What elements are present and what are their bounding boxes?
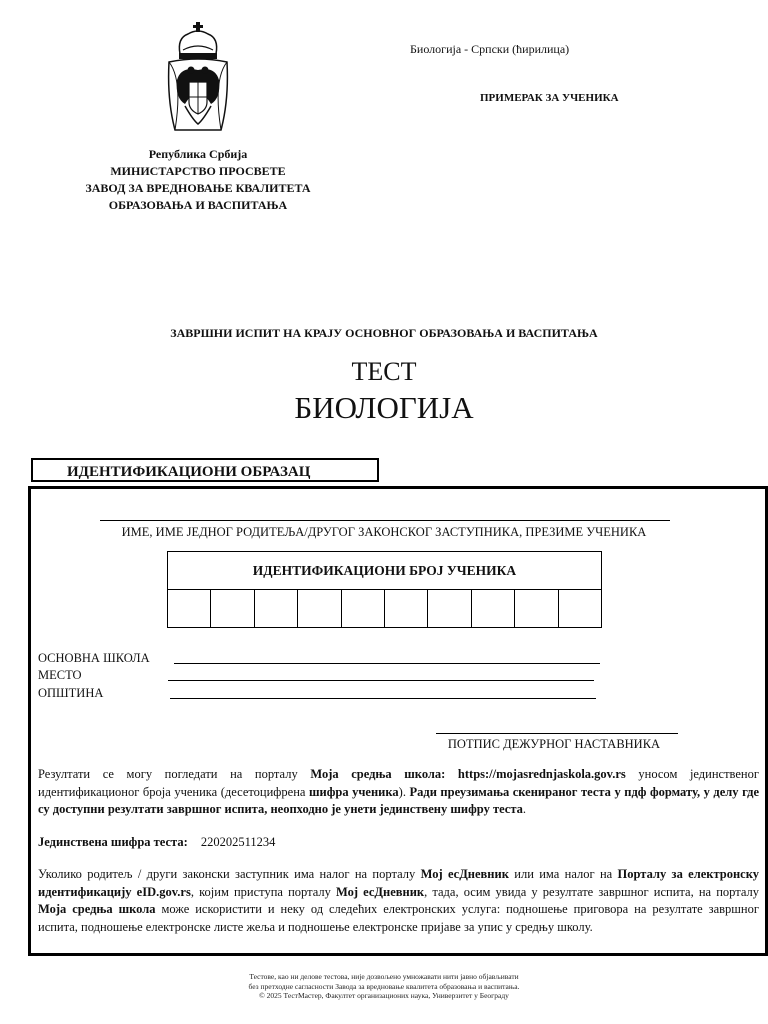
footer-line: © 2025 ТестМастер, Факултет организационих наука, Универзитет у Београду	[259, 991, 509, 1000]
test-code-value: 220202511234	[200, 835, 276, 849]
institution-line: Република Србија	[148, 147, 248, 161]
footer-line: Тестове, као ни делове тестова, није дозвољено умножавати нити јавно објављивати	[249, 972, 519, 981]
text-run: , тада, осим увида у резултате завршног испита, на порталу	[424, 884, 759, 899]
student-id-digit-cell[interactable]	[515, 590, 558, 627]
text-run: , којим приступа порталу	[190, 884, 336, 899]
student-id-digit-cell[interactable]	[211, 590, 254, 627]
student-id-digit-cell[interactable]	[385, 590, 428, 627]
signature-input-line[interactable]	[436, 733, 678, 734]
place-label: МЕСТО	[38, 668, 82, 682]
student-id-title: ИДЕНТИФИКАЦИОНИ БРОЈ УЧЕНИКА	[168, 552, 601, 590]
text-run-bold: Ради преузимања скенираног теста у пдф формату, у делу где су доступни резултати завршног испита, неопходно је унети јединствену шифру теста	[38, 784, 760, 816]
copy-label: ПРИМЕРАК ЗА УЧЕНИКА	[480, 92, 619, 104]
text-run-bold: Порталу за електронску идентификацију eID.gov.rs	[38, 867, 760, 899]
test-code-label: Јединствена шифра теста:	[38, 835, 188, 849]
name-caption: ИМЕ, ИМЕ ЈЕДНОГ РОДИТЕЉА/ДРУГОГ ЗАКОНСКОГ ЗАСТУПНИКА, ПРЕЗИМЕ УЧЕНИКА	[121, 525, 647, 539]
test-label: ТЕСТ	[351, 357, 417, 386]
student-id-digit-cell[interactable]	[168, 590, 211, 627]
signature-caption: ПОТПИС ДЕЖУРНОГ НАСТАВНИКА	[447, 737, 661, 751]
text-run: може искористити и неку од следећих електронских услуга: подношење приговора на резултате завршног испита, подношење електронске листе жеља и подношење електронске пријаве за упис у средњу школу.	[38, 902, 759, 934]
text-run: Резултати се могу погледати на порталу	[38, 767, 311, 781]
test-subject: БИОЛОГИЈА	[294, 390, 474, 425]
text-run: Уколико родитељ / други законски заступник има налог на порталу	[38, 867, 421, 881]
institution-line: МИНИСТАРСТВО ПРОСВЕТЕ	[110, 164, 286, 178]
exam-title: ЗАВРШНИ ИСПИТ НА КРАЈУ ОСНОВНОГ ОБРАЗОВАЊА И ВАСПИТАЊА	[170, 326, 598, 340]
school-label: ОСНОВНА ШКОЛА	[38, 651, 150, 665]
student-id-cells	[168, 590, 601, 627]
text-run-bold: Мој есДневник	[420, 867, 509, 881]
place-input-line[interactable]	[168, 680, 594, 681]
text-run-bold: шифра ученика	[308, 784, 399, 799]
municipality-input-line[interactable]	[170, 698, 596, 699]
institution-line: ОБРАЗОВАЊА И ВАСПИТАЊА	[108, 198, 288, 212]
student-id-digit-cell[interactable]	[472, 590, 515, 627]
student-id-digit-cell[interactable]	[428, 590, 471, 627]
identification-form-title: ИДЕНТИФИКАЦИОНИ ОБРАЗАЦ	[31, 458, 379, 482]
copyright-footer	[0, 972, 768, 1001]
student-id-digit-cell[interactable]	[342, 590, 385, 627]
school-input-line[interactable]	[174, 663, 600, 664]
footer-line: без претходне сагласности Завода за вредновање квалитета образовања и васпитања.	[248, 981, 520, 991]
name-input-line[interactable]	[100, 520, 670, 521]
test-code-row	[38, 835, 275, 850]
text-run-bold: Мој есДневник	[336, 884, 425, 899]
text-run: ).	[398, 784, 410, 799]
text-run: .	[522, 802, 526, 816]
services-paragraph	[38, 866, 759, 936]
portal-link[interactable]: Моја средња школа: https://mojasrednjaskola.gov.rs	[310, 767, 626, 781]
student-id-box	[167, 551, 602, 628]
text-run-bold: Моја средња школа	[38, 902, 156, 916]
student-id-digit-cell[interactable]	[559, 590, 601, 627]
coat-of-arms-logo	[163, 20, 233, 138]
text-run: уносом јединственог идентификационог броја ученика (десетоцифрена	[38, 767, 760, 799]
text-run: или има налог на	[508, 867, 618, 881]
institution-line: ЗАВОД ЗА ВРЕДНОВАЊЕ КВАЛИТЕТА	[85, 181, 311, 195]
student-id-digit-cell[interactable]	[298, 590, 341, 627]
results-paragraph	[38, 766, 759, 819]
subject-language-label: Биологија - Српски (ћирилица)	[410, 42, 570, 56]
municipality-label: ОПШТИНА	[38, 686, 104, 700]
institution-name	[48, 146, 348, 214]
student-id-digit-cell[interactable]	[255, 590, 298, 627]
